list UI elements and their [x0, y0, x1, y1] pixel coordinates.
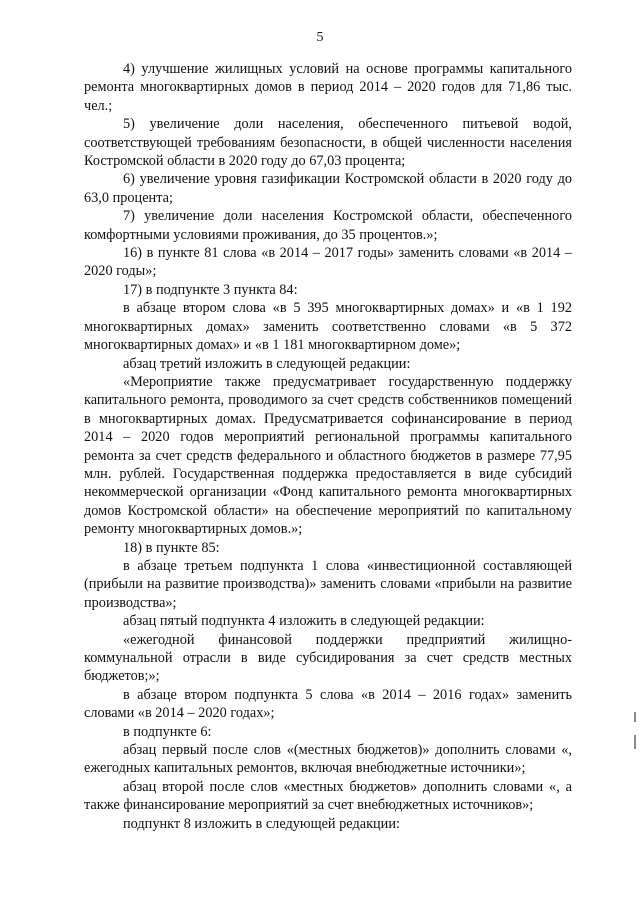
paragraph: абзац третий изложить в следующей редакции: [123, 355, 411, 372]
document-body [84, 60, 572, 833]
paragraph: подпункт 8 изложить в следующей редакции: [123, 815, 400, 832]
paragraph: абзац первый после слов «(местных бюджетов)» дополнить словами «, ежегодных капитальных ремонтов, включая внебюджетные источники»; [84, 742, 572, 777]
paragraph: «Мероприятие также предусматривает государственную поддержку капитального ремонта, проводимого за счет средств собственников помещений в многоквартирных домах. Предусматривается софинансирование в период 2014 – 2020 годов мероприятий региональной программы капитального ремонта за счет средств федерального и областного бюджетов в размере 77,95 млн. рублей. Государственная поддержка предоставляется в виде субсидий некоммерческой организации «Фонд капитального ремонта многоквартирных домов Костромской области» на обеспечение мероприятий по капитальному ремонту многоквартирных домов.»; [84, 373, 572, 538]
paragraph: в подпункте 6: [123, 723, 212, 740]
scan-artifact-mark [634, 712, 636, 722]
paragraph: в абзаце втором подпункта 5 слова «в 2014 – 2016 годах» заменить словами «в 2014 – 2020 годах»; [84, 686, 572, 722]
paragraph: абзац пятый подпункта 4 изложить в следующей редакции: [123, 613, 485, 630]
paragraph: 16) в пункте 81 слова «в 2014 – 2017 годы» заменить словами «в 2014 – 2020 годы»; [84, 245, 572, 280]
paragraph: абзац второй после слов «местных бюджетов» дополнить словами «, а также финансирование мероприятий за счет внебюджетных источников»; [84, 778, 572, 814]
paragraph: 17) в подпункте 3 пункта 84: [123, 281, 298, 298]
paragraph: 6) увеличение уровня газификации Костромской области в 2020 году до 63,0 процента; [84, 171, 572, 206]
scan-artifact-mark [634, 735, 636, 749]
paragraph: 4) улучшение жилищных условий на основе программы капитального ремонта многоквартирных домов в период 2014 – 2020 годов для 71,86 тыс. чел.; [84, 61, 572, 114]
paragraph: 18) в пункте 85: [123, 539, 220, 556]
paragraph: «ежегодной финансовой поддержки предприятий жилищно-коммунальной отрасли в виде субсидирования за счет средств местных бюджетов;»; [84, 631, 572, 685]
page-number: 5 [316, 30, 324, 45]
paragraph: в абзаце третьем подпункта 1 слова «инвестиционной составляющей (прибыли на развитие производства)» заменить словами «прибыли на развитие производства»; [84, 557, 572, 611]
paragraph: в абзаце втором слова «в 5 395 многоквартирных домах» и «в 1 192 многоквартирных домах» заменить соответственно словами «в 5 372 многоквартирных домах» и «в 1 181 многоквартирном доме»; [84, 300, 572, 354]
paragraph: 7) увеличение доли населения Костромской области, обеспеченного комфортными условиями проживания, до 35 процентов.»; [84, 208, 572, 243]
paragraph: 5) увеличение доли населения, обеспеченного питьевой водой, соответствующей требованиям безопасности, в общей численности населения Костромской области в 2020 году до 67,03 процента; [84, 116, 572, 170]
